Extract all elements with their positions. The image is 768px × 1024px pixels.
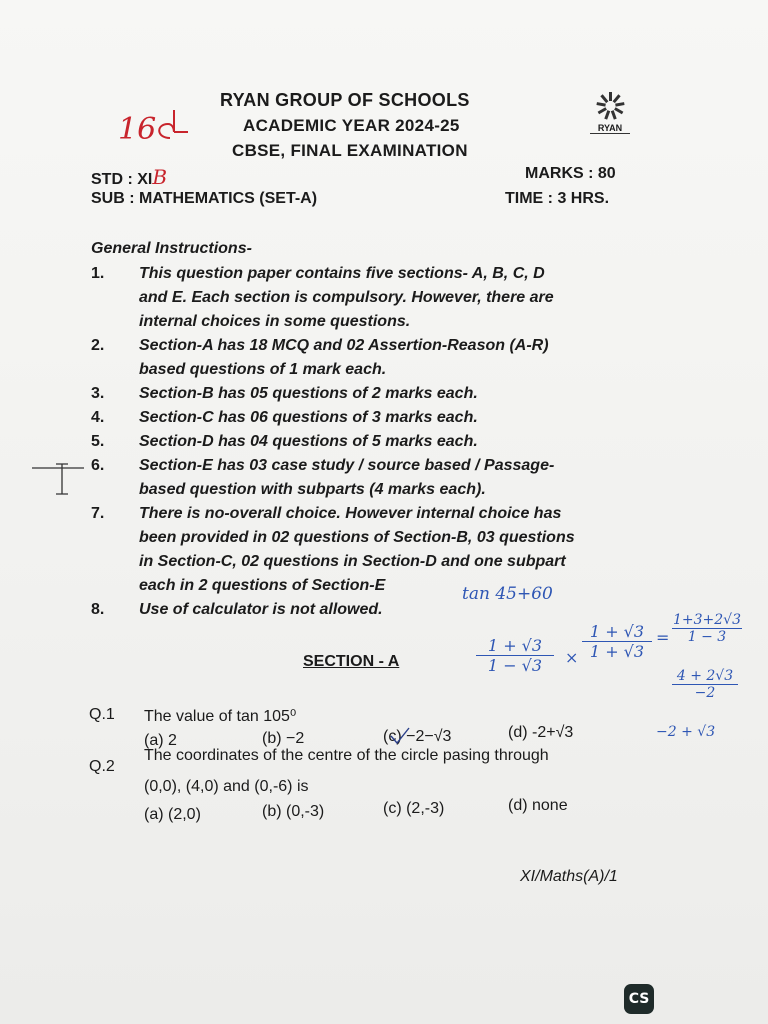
exam-name: CBSE, FINAL EXAMINATION xyxy=(232,141,468,160)
rough-times: × xyxy=(565,648,579,667)
option-b: (b) (0,-3) xyxy=(262,803,325,820)
rough-tan-expression: tan 45+60 xyxy=(462,584,553,604)
rough-fraction-4: 4 + 2√3 −2 xyxy=(672,668,738,701)
question-text: The coordinates of the centre of the circle pasing through xyxy=(144,747,549,764)
ryan-logo xyxy=(590,92,630,152)
instruction-item: 3. Section-B has 05 questions of 2 marks each. xyxy=(91,385,478,402)
margin-pen-mark xyxy=(28,460,88,500)
option-b: (b) −2 xyxy=(262,730,305,747)
rough-fraction-1: 1 + √3 1 − √3 xyxy=(476,636,554,675)
logo-text: RYAN xyxy=(590,123,630,134)
instruction-item: 4. Section-C has 06 questions of 3 marks each. xyxy=(91,409,478,426)
handwritten-section: B xyxy=(152,165,168,189)
school-name: RYAN GROUP OF SCHOOLS xyxy=(220,90,470,110)
tick-mark xyxy=(388,726,412,746)
camscanner-badge: CS xyxy=(624,984,654,1014)
section-title: SECTION - A xyxy=(303,653,400,670)
instructions-heading: General Instructions- xyxy=(91,240,252,257)
question-text: (0,0), (4,0) and (0,-6) is xyxy=(144,778,309,795)
rough-fraction-2: 1 + √3 1 + √3 xyxy=(582,622,652,661)
question-number: Q.2 xyxy=(89,758,115,775)
question-text: The value of tan 105⁰ xyxy=(144,708,297,725)
instructions-list xyxy=(91,262,651,622)
option-a: (a) 2 xyxy=(144,732,177,749)
option-d: (d) -2+√3 xyxy=(508,724,574,741)
handwritten-d-mark xyxy=(150,108,190,144)
handwritten-score: 16 xyxy=(118,112,157,147)
option-c: (c) (2,-3) xyxy=(383,800,445,817)
instruction-item: 1. This question paper contains five sections- A, B, C, D and E. Each section is compulsory. However, there are internal choices in some questions. xyxy=(91,265,554,330)
rough-equals: = xyxy=(656,628,670,647)
instruction-item: 7. There is no-overall choice. However internal choice has been provided in 02 questions of Section-B, 03 questions in Section-C, 02 questions in Section-D and one subpart each in 2 questions of Section-E xyxy=(91,505,575,594)
instruction-item: 5. Section-D has 04 questions of 5 marks each. xyxy=(91,433,478,450)
academic-year: ACADEMIC YEAR 2024-25 xyxy=(243,116,460,135)
time: TIME : 3 HRS. xyxy=(505,190,610,207)
std-label: STD : XIB xyxy=(91,165,168,189)
instruction-item: 6. Section-E has 03 case study / source based / Passage- based question with subparts (4 marks each). xyxy=(91,457,555,498)
option-a: (a) (2,0) xyxy=(144,806,201,823)
rough-fraction-3: 1+3+2√3 1 − 3 xyxy=(672,612,741,645)
question-number: Q.1 xyxy=(89,706,115,723)
option-c: (c) −2−√3 xyxy=(383,728,452,745)
rough-result: −2 + √3 xyxy=(656,724,716,740)
sunburst-icon xyxy=(596,92,624,120)
subject: SUB : MATHEMATICS (SET-A) xyxy=(91,190,318,207)
instruction-item: 8. Use of calculator is not allowed. xyxy=(91,601,383,618)
page-footer: XI/Maths(A)/1 xyxy=(520,868,618,885)
instruction-item: 2. Section-A has 18 MCQ and 02 Assertion-Reason (A-R) based questions of 1 mark each. xyxy=(91,337,549,378)
marks: MARKS : 80 xyxy=(525,165,616,182)
option-d: (d) none xyxy=(508,797,568,814)
